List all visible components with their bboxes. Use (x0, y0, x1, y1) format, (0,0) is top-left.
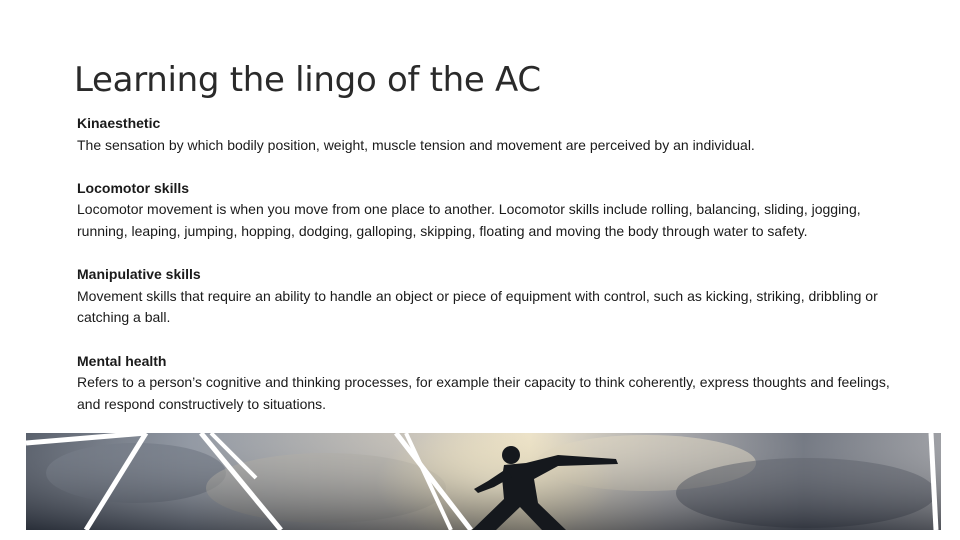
definition-mental-health (77, 351, 913, 416)
term-definition: Movement skills that require an ability to handle an object or piece of equipment with control, such as kicking, striking, dribbling or catching a ball. (77, 287, 878, 326)
definition-manipulative-skills (77, 264, 913, 329)
term-heading: Manipulative skills (77, 266, 201, 283)
term-definition: Locomotor movement is when you move from one place to another. Locomotor skills include rolling, balancing, sliding, jogging, running, leaping, jumping, hopping, dodging, galloping, skipping, floating and moving the body through water to safety. (77, 201, 861, 239)
definition-locomotor-skills (77, 178, 913, 243)
term-heading: Kinaesthetic (77, 115, 161, 131)
term-definition: The sensation by which bodily position, weight, muscle tension and movement are perceived by an individual. (77, 136, 755, 153)
term-heading: Mental health (77, 352, 167, 369)
banner-image (26, 433, 941, 530)
definitions-list (77, 113, 913, 437)
term-heading: Locomotor skills (77, 179, 190, 196)
term-definition: Refers to a person’s cognitive and thinking processes, for example their capacity to think coherently, express thoughts and feelings, and respond constructively to situations. (77, 374, 890, 412)
slide-title: Learning the lingo of the AC (74, 60, 541, 100)
runner-banner-graphic (26, 433, 941, 530)
definition-kinaesthetic (77, 113, 913, 156)
